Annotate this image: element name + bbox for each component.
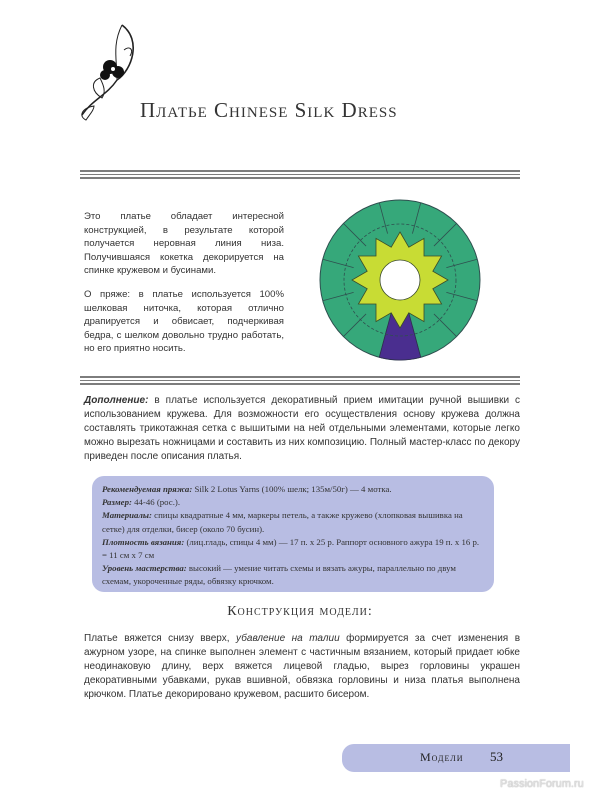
footer-section-label: Модели [420, 750, 464, 764]
materials-row-size: Размер: 44-46 (рос.). [102, 497, 181, 508]
addition-text: в платье используется декоративный прием имитации ручной вышивки с использованием кружева. Для возможности его осуществления основу кружева должна составлять трикотажная сетка с вышитыми на ней отдельными элементами, которые легко можно вырезать ножницами и составить из них композицию. Полный мастер-класс по декору приведен после описания платья. [84, 395, 520, 462]
materials-row-gauge: Плотность вязания: (лиц.гладь, спицы 4 мм) — 17 п. х 25 р. Раппорт основного ажура 19 п. х 16 р. = 11 см х 7 см [102, 536, 480, 561]
addition-label: Дополнение: [84, 395, 149, 406]
neck-opening [380, 260, 420, 300]
materials-row-yarn: Рекомендуемая пряжа: Silk 2 Lotus Yarns (100% шелк; 135м/50г) — 4 мотка. [102, 484, 392, 494]
construction-paragraph: Платье вяжется снизу вверх, убавление на талии формируется за счет изменения в ажурном узоре, на спинке выполнен элемент с частичным вязанием, который придает юбке неодинаковую длину, верх вяжется лицевой гладью, вырез горловины украшен декоративными убавками, рукав вшивной, обвязка горловины и низа платья выполнена крючком. Платье декорировано кружевом, расшито бисером. [84, 633, 521, 700]
page-number: 53 [490, 749, 503, 764]
middle-divider [80, 376, 520, 386]
intro-paragraph-2: О пряже: в платье используется 100% шелковая ниточка, которая отлично драпируется и обвисает, подчеркивая бедра, с шелком довольно трудно работать, но его приятно носить. [84, 288, 284, 355]
intro-paragraph-1: Это платье обладает интересной конструкцией, в результате которой получается неровная линия низа. Получившаяся кокетка декорируется на спинке кружевом и бусинами. [84, 211, 284, 277]
yoke-diagram [318, 198, 482, 362]
materials-row-skill: Уровень мастерства: высокий — умение читать схемы и вязать ажуры, параллельно по двум схемам, укороченные ряды, обвязку крючком. [102, 563, 456, 587]
materials-row-tools: Материалы: спицы квадратные 4 мм, маркеры петель, а также кружево (хлопковая вышивка на сетке) для отделки, бисер (около 70 бусин). [102, 510, 463, 534]
top-divider [80, 170, 520, 180]
section-title: Конструкция модели: [227, 604, 373, 619]
intro-text [84, 210, 284, 366]
watermark: PassionForum.ru [500, 778, 584, 790]
materials-list [102, 483, 486, 589]
addition-paragraph [84, 394, 520, 464]
page-title: Платье Chinese Silk Dress [140, 98, 398, 122]
